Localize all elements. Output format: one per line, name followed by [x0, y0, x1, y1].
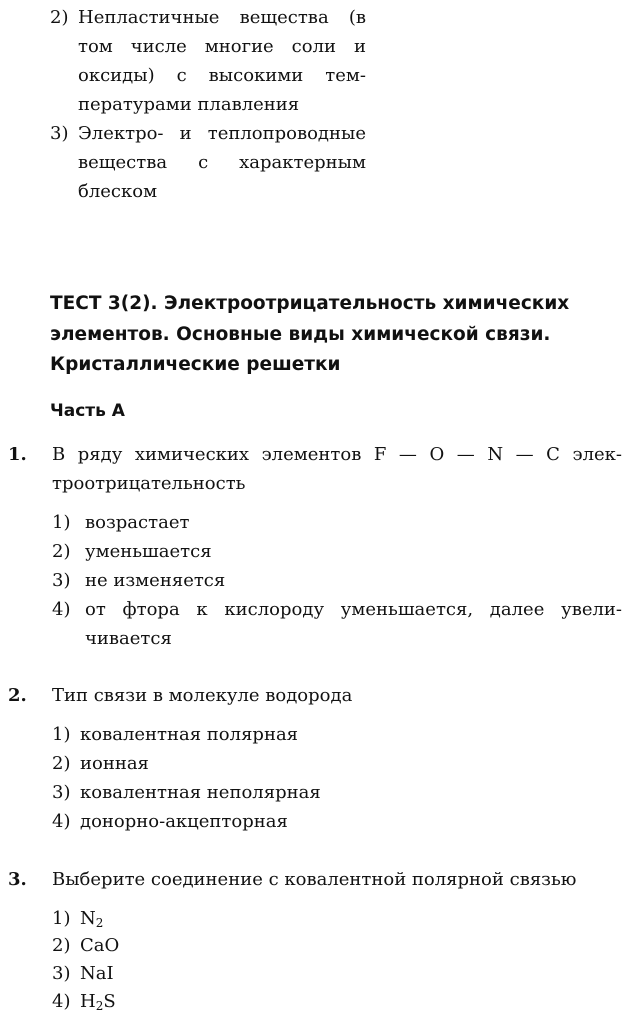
question-2-option-4-number: 4)	[52, 811, 71, 832]
prev-answer-2-line-4: пературами плавления	[78, 94, 300, 115]
prev-answer-3-number: 3)	[50, 123, 69, 144]
prev-answer-2-line-3: оксиды) с высокими тем-	[78, 65, 366, 86]
question-3-option-1-number: 1)	[52, 908, 71, 929]
question-2-option-2-number: 2)	[52, 753, 71, 774]
question-2-option-3-number: 3)	[52, 782, 71, 803]
prev-answer-2-line-2: том числе многие соли и	[78, 36, 366, 57]
question-2-number: 2.	[8, 685, 27, 706]
question-1-option-4-line-1: от фтора к кислороду уменьшается, далее увели-	[85, 599, 622, 620]
formula-base: H	[80, 991, 96, 1012]
question-2-option-3: ковалентная неполярная	[80, 782, 321, 803]
prev-answer-2-number: 2)	[50, 7, 69, 28]
question-3-option-3: NaI	[80, 963, 114, 984]
question-1-text-line-1: В ряду химических элементов F — O — N — C элек-	[52, 444, 622, 465]
question-1-option-4-number: 4)	[52, 599, 71, 620]
part-heading: Часть А	[50, 401, 125, 421]
question-1-option-2: уменьшается	[85, 541, 212, 562]
question-1-option-1: возрастает	[85, 512, 190, 533]
question-1-text-line-2: троотрицательность	[52, 473, 246, 494]
question-2-option-1-number: 1)	[52, 724, 71, 745]
prev-answer-2-line-1: Непластичные вещества (в	[78, 7, 366, 28]
question-1-option-2-number: 2)	[52, 541, 71, 562]
question-1-option-3-number: 3)	[52, 570, 71, 591]
question-1-option-1-number: 1)	[52, 512, 71, 533]
question-3-option-4	[80, 988, 116, 1016]
prev-answer-3-line-3: блеском	[78, 181, 158, 202]
question-3-option-4-number: 4)	[52, 991, 71, 1012]
test-title-line-3: Кристаллические решетки	[50, 354, 341, 375]
question-3-option-1	[80, 905, 103, 933]
question-3-option-2-number: 2)	[52, 935, 71, 956]
question-1-option-4-line-2: чивается	[85, 628, 172, 649]
question-1-option-3: не изменяется	[85, 570, 226, 591]
question-2-text: Тип связи в молекуле водорода	[52, 685, 353, 706]
question-2-option-2: ионная	[80, 753, 149, 774]
formula-tail: S	[103, 991, 116, 1012]
question-1-number: 1.	[8, 444, 27, 465]
question-3-text: Выберите соединение с ковалентной полярной связью	[52, 869, 577, 890]
prev-answer-3-line-2: вещества с характерным	[78, 152, 366, 173]
formula-subscript: 2	[95, 999, 104, 1013]
prev-answer-3-line-1: Электро- и теплопроводные	[78, 123, 366, 144]
test-title-line-1: ТЕСТ 3(2). Электроотрицательность химических	[50, 293, 570, 314]
question-3-number: 3.	[8, 869, 27, 890]
question-3-option-2: CaO	[80, 935, 120, 956]
question-3-option-3-number: 3)	[52, 963, 71, 984]
formula-subscript: 2	[95, 916, 104, 930]
question-2-option-4: донорно-акцепторная	[80, 811, 288, 832]
formula-base: N	[80, 908, 96, 929]
question-2-option-1: ковалентная полярная	[80, 724, 299, 745]
test-title-line-2: элементов. Основные виды химической связи.	[50, 324, 551, 345]
